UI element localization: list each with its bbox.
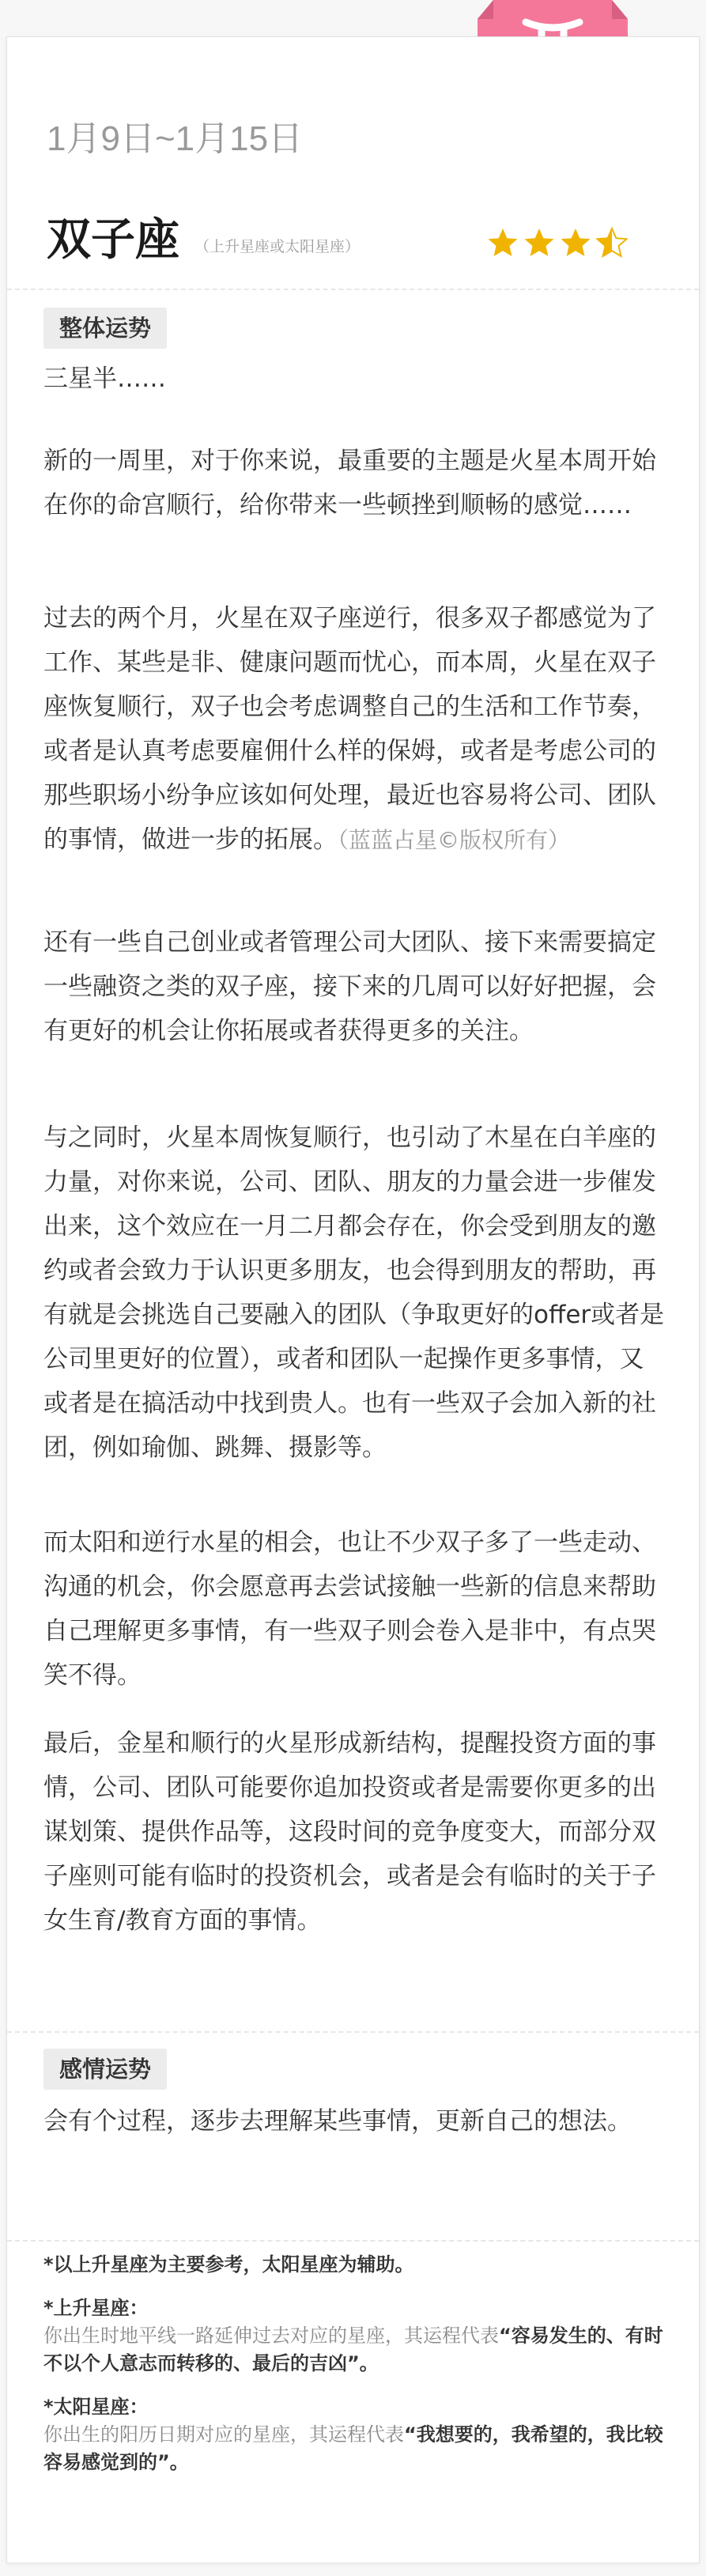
notes-rising-title: *上升星座：	[43, 2297, 149, 2319]
notes-main: *以上升星座为主要参考，太阳星座为辅助。	[43, 2253, 414, 2276]
star-rating	[487, 227, 628, 259]
divider	[7, 2031, 699, 2033]
section-tag-overall: 整体运势	[43, 308, 167, 349]
notes-sun-body	[43, 2421, 676, 2476]
paragraph: 最后，金星和顺行的火星形成新结构，提醒投资方面的事情，公司、团队可能要你追加投资或者是需要你更多的出谋划策、提供作品等，这段时间的竞争度变大，而部分双子座则可能有临时的投资机会，或者是会有临时的关于子女生育/教育方面的事情。	[43, 1729, 656, 1935]
star-icon	[487, 227, 519, 259]
paragraph: 而太阳和逆行水星的相会，也让不少双子多了一些走动、沟通的机会，你会愿意再去尝试接触一些新的信息来帮助自己理解更多事情，有一些双子则会卷入是非中，有点哭笑不得。	[43, 1528, 656, 1690]
notes-section	[43, 2251, 676, 2476]
horoscope-card	[6, 36, 700, 2563]
section-tag-love: 感情运势	[43, 2049, 167, 2090]
paragraph: 还有一些自己创业或者管理公司大团队、接下来需要搞定一些融资之类的双子座，接下来的几周可以好好把握，会有更好的机会让你拓展或者获得更多的关注。	[43, 928, 656, 1045]
notes-sun-title: *太阳星座：	[43, 2396, 149, 2418]
divider	[7, 2240, 699, 2242]
notes-rising-desc: 你出生时地平线一路延伸过去对应的星座，其运程代表	[43, 2325, 499, 2347]
notes-rising-quote: “容易发生的、有时不以个人意志而转移的、最后的吉凶”。	[43, 2325, 663, 2374]
paragraph: 新的一周里，对于你来说，最重要的主题是火星本周开始在你的命宫顺行，给你带来一些顿挫到顺畅的感觉……	[43, 447, 656, 519]
paragraph-with-copyright	[43, 596, 666, 863]
notes-sun-desc: 你出生的阳历日期对应的星座，其运程代表	[43, 2423, 404, 2446]
date-range: 1月9日~1月15日	[47, 119, 304, 158]
sign-title: 双子座	[47, 214, 179, 266]
star-icon	[523, 227, 555, 259]
notes-sun-quote: “我想要的，我希望的，我比较容易感觉到的”。	[43, 2423, 663, 2473]
love-text: 会有个过程，逐步去理解某些事情，更新自己的想法。	[43, 2107, 632, 2136]
notes-rising-body	[43, 2322, 676, 2378]
sign-note: （上升星座或太阳星座）	[194, 238, 361, 255]
paragraph: 与之同时，火星本周恢复顺行，也引动了木星在白羊座的力量，对你来说，公司、团队、朋友的力量会进一步催发出来，这个效应在一月二月都会存在，你会受到朋友的邀约或者会致力于认识更多朋友，也会得到朋友的帮助，再有就是会挑选自己要融入的团队（争取更好的offer或者是公司里更好的位置），或者和团队一起操作更多事情，又或者是在搞活动中找到贵人。也有一些双子会加入新的社团，例如瑜伽、跳舞、摄影等。	[43, 1124, 665, 1462]
half-star-icon	[596, 227, 628, 259]
paragraph: 三星半……	[43, 364, 166, 393]
paragraph-text: 过去的两个月，火星在双子座逆行，很多双子都感觉为了工作、某些是非、健康问题而忧心，而本周，火星在双子座恢复顺行，双子也会考虑调整自己的生活和工作节奏，或者是认真考虑要雇佣什么样的保姆，或者是考虑公司的那些职场小纷争应该如何处理，最近也容易将公司、团队的事情，做进一步的拓展。	[43, 604, 656, 854]
star-icon	[560, 227, 591, 259]
copyright-note: （蓝蓝占星©版权所有）	[338, 827, 571, 853]
divider	[7, 289, 699, 290]
